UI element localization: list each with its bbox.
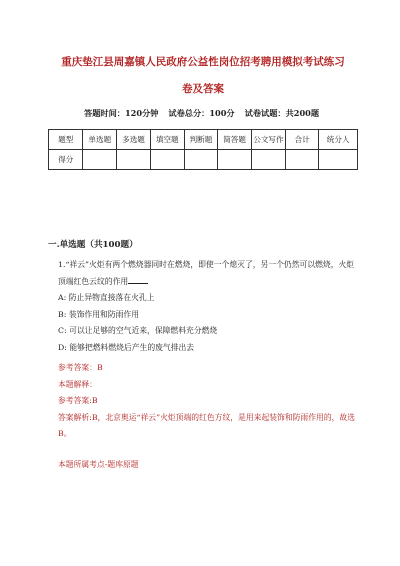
score-cell: [251, 150, 285, 170]
score-cell: [83, 150, 117, 170]
reference-answer: 参考答案：B: [58, 363, 103, 372]
document-title: 重庆垫江县周嘉镇人民政府公益性岗位招考聘用模拟考试练习卷及答案: [61, 56, 345, 95]
question-stem: 1.“祥云”火炬有两个燃烧器同时在燃烧，即使一个熄灭了，另一个仍然可以燃烧，火炬顶端红色云纹的作用: [58, 260, 355, 286]
score-cell: [218, 150, 252, 170]
score-header-cell: 统分人: [319, 130, 358, 150]
answer-block: [58, 360, 358, 443]
option-a: A: 防止异物直接落在火孔上: [58, 293, 155, 302]
score-header-cell: 填空题: [150, 130, 184, 150]
score-cell: [117, 150, 151, 170]
score-table-score-row: [49, 150, 358, 170]
score-header-cell: 公文写作: [251, 130, 285, 150]
score-header-cell: 合计: [285, 130, 318, 150]
question-options: [58, 290, 358, 356]
answer-explanation: 答案解析:B，北京奥运“祥云”火炬顶端的红色方纹，是用来起装饰和防雨作用的，故选B。: [58, 412, 356, 438]
option-c: C: 可以让足够的空气近来，保障燃料充分燃烧: [58, 326, 218, 335]
exam-total: 试卷总分：100分: [168, 108, 235, 118]
answer-blank: [128, 275, 148, 284]
score-cell: [150, 150, 184, 170]
score-cell: [184, 150, 218, 170]
exam-meta: [84, 108, 344, 119]
score-cell: [319, 150, 358, 170]
explain-label: 本题解释：: [58, 379, 97, 389]
score-header-cell: 题型: [49, 130, 83, 150]
score-cell: [285, 150, 318, 170]
reference-answer-2: 参考答案:B: [58, 396, 98, 405]
exam-count: 试卷试题：共200题: [244, 108, 320, 118]
option-d: D: 能够把燃料燃烧后产生的废气排出去: [58, 342, 195, 352]
score-table-header-row: [49, 130, 358, 150]
score-header-cell: 判断题: [184, 130, 218, 150]
option-b: B: 装饰作用和防雨作用: [58, 309, 140, 319]
score-header-cell: 多选题: [117, 130, 151, 150]
question-text: [58, 257, 358, 290]
section-title: 一.单选题（共100题）: [48, 240, 138, 250]
score-header-cell: 简答题: [218, 130, 252, 150]
score-table: [48, 129, 358, 170]
score-row-label: 得分: [49, 150, 83, 170]
footer-note: 本题所属考点-题库原题: [58, 460, 139, 469]
score-header-cell: 单选题: [83, 130, 117, 150]
exam-time: 答题时间：120分钟: [84, 108, 159, 118]
